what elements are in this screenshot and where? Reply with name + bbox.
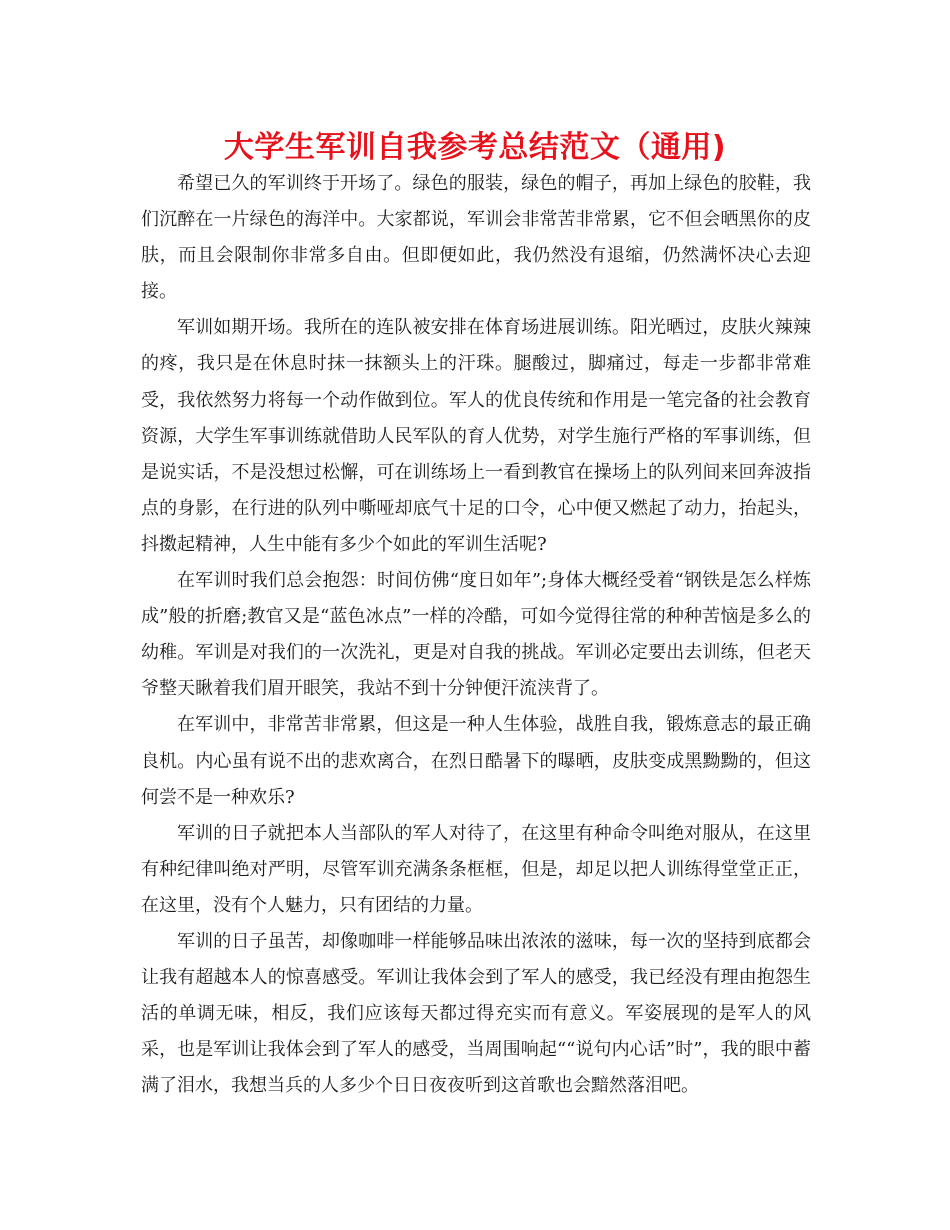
paragraph-1: 希望已久的军训终于开场了。绿色的服装，绿色的帽子，再加上绿色的胶鞋，我们沉醉在一片绿色的海洋中。大家都说，军训会非常苦非常累，它不但会晒黑你的皮肤，而且会限制你非常多自由。但即便如此，我仍然没有退缩，仍然满怀决心去迎接。	[141, 173, 811, 303]
paragraph-6: 军训的日子虽苦，却像咖啡一样能够品味出浓浓的滋味，每一次的坚持到底都会让我有超越本人的惊喜感受。军训让我体会到了军人的感受，我已经没有理由抱怨生活的单调无味，相反，我们应该每天都过得充实而有意义。军姿展现的是军人的风采，也是军训让我体会到了军人的感受，当周围响起““说句内心话”时”，我的眼中蓄满了泪水，我想当兵的人多少个日日夜夜听到这首歌也会黯然落泪吧。	[141, 930, 811, 1097]
document-title: 大学生军训自我参考总结范文（通用)	[223, 130, 727, 165]
paragraph-2: 军训如期开场。我所在的连队被安排在体育场进展训练。阳光晒过，皮肤火辣辣的疼，我只是在休息时抹一抹额头上的汗珠。腿酸过，脚痛过，每走一步都非常难受，我依然努力将每一个动作做到位。军人的优良传统和作用是一笔完备的社会教育资源，大学生军事训练就借助人民军队的育人优势，对学生施行严格的军事训练，但是说实话，不是没想过松懈，可在训练场上一看到教官在操场上的队列间来回奔波指点的身影，在行进的队列中嘶哑却底气十足的口令，心中便又燃起了动力，抬起头，抖擞起精神，人生中能有多少个如此的军训生活呢?	[141, 317, 811, 555]
paragraph-3: 在军训时我们总会抱怨：时间仿佛“度日如年”;身体大概经受着“钢铁是怎么样炼成”般的折磨;教官又是“蓝色冰点”一样的冷酷，可如今觉得往常的种种苦恼是多么的幼稚。军训是对我们的一次洗礼，更是对自我的挑战。军训必定要出去训练，但老天爷整天瞅着我们眉开眼笑，我站不到十分钟便汗流浃背了。	[141, 570, 811, 700]
paragraph-4: 在军训中，非常苦非常累，但这是一种人生体验，战胜自我，锻炼意志的最正确良机。内心虽有说不出的悲欢离合，在烈日酷暑下的曝晒，皮肤变成黑黝黝的，但这何尝不是一种欢乐?	[141, 714, 811, 808]
document-body	[141, 166, 811, 1104]
paragraph-5: 军训的日子就把本人当部队的军人对待了，在这里有种命令叫绝对服从，在这里有种纪律叫绝对严明，尽管军训充满条条框框，但是，却足以把人训练得堂堂正正，在这里，没有个人魅力，只有团结的力量。	[141, 822, 811, 916]
